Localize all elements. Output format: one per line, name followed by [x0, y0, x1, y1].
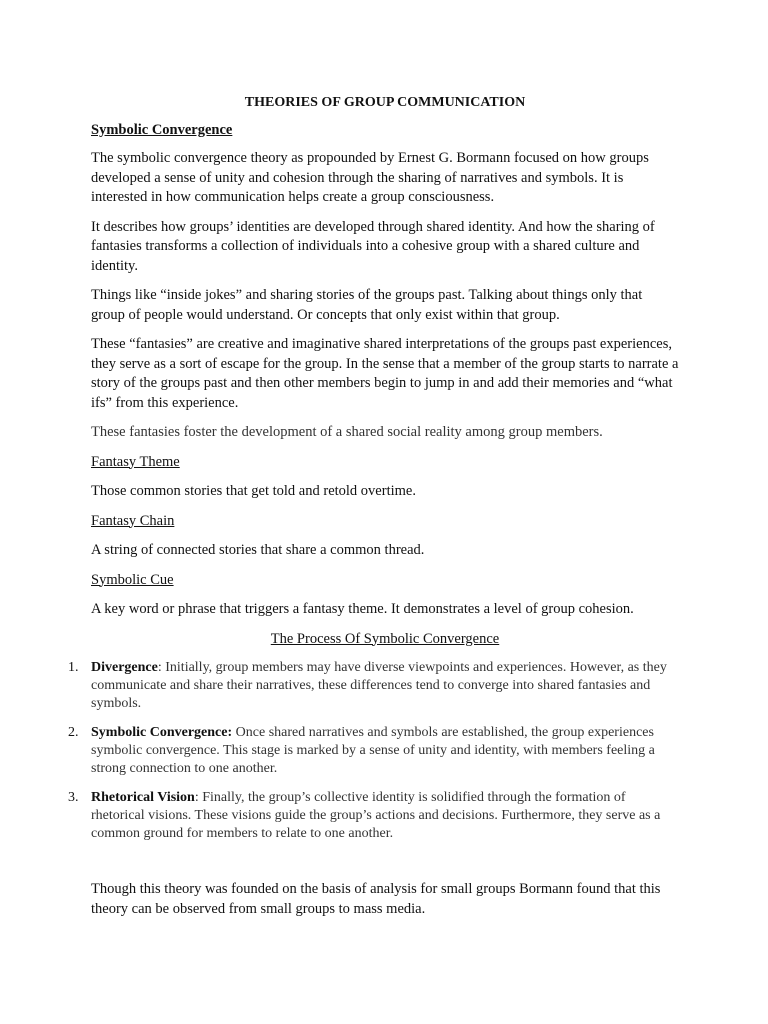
paragraph: These “fantasies” are creative and imaginative shared interpretations of the groups past experiences, they serve as a sort of escape for the group. In the sense that a member of the group starts to narrate a story of the groups past and then other members begin to jump in and add their memories and “what ifs” from this experience. [91, 336, 679, 411]
spacer [91, 854, 679, 880]
term-definition: A string of connected stories that share a common thread. [91, 542, 425, 558]
list-item-label: Rhetorical Vision [91, 790, 195, 805]
term-definition: Those common stories that get told and retold overtime. [91, 483, 416, 499]
list-item-label: Divergence [91, 660, 158, 675]
list-item [68, 789, 679, 843]
list-item-text: Finally, the group’s collective identity is solidified through the formation of rhetorical visions. These visions guide the group’s actions and decisions. Furthermore, they serve as a common ground for members to relate to one another. [91, 790, 661, 841]
list-item-separator: : [194, 790, 203, 805]
process-steps-list [68, 659, 679, 843]
paragraph: The symbolic convergence theory as propounded by Ernest G. Bormann focused on how groups developed a sense of unity and cohesion through the sharing of narratives and symbols. It is interested in how communication helps create a group consciousness. [91, 150, 649, 205]
list-item-text: Initially, group members may have diverse viewpoints and experiences. However, as they communicate and share their narratives, these differences tend to converge into shared fantasies and symbols. [91, 660, 667, 711]
list-item [68, 724, 679, 778]
term-heading: Fantasy Chain [91, 512, 175, 529]
list-item-number: 1. [68, 660, 79, 675]
list-item-number: 2. [68, 725, 79, 740]
paragraph: These fantasies foster the development of a shared social reality among group members. [91, 424, 603, 440]
list-item [68, 659, 679, 713]
term-definition: A key word or phrase that triggers a fantasy theme. It demonstrates a level of group cohesion. [91, 601, 634, 617]
document-page [68, 93, 679, 929]
paragraph: Things like “inside jokes” and sharing stories of the groups past. Talking about things only that group of people would understand. Or concepts that only exist within that group. [91, 287, 643, 323]
list-item-separator: : [157, 660, 166, 675]
term-heading: Symbolic Cue [91, 571, 174, 588]
closing-paragraph: Though this theory was founded on the basis of analysis for small groups Bormann found that this theory can be observed from small groups to mass media. [91, 881, 661, 917]
list-item-label: Symbolic Convergence: [91, 725, 233, 740]
list-item-text: Once shared narratives and symbols are established, the group experiences symbolic convergence. This stage is marked by a sense of unity and identity, with members feeling a strong connection to one another. [91, 725, 655, 776]
document-title: THEORIES OF GROUP COMMUNICATION [244, 95, 526, 110]
term-heading: Fantasy Theme [91, 453, 180, 470]
paragraph: It describes how groups’ identities are developed through shared identity. And how the sharing of fantasies transforms a collection of individuals into a cohesive group with a shared culture and identity. [91, 218, 655, 274]
process-heading: The Process Of Symbolic Convergence [270, 630, 500, 647]
list-item-number: 3. [68, 790, 79, 805]
section-heading: Symbolic Convergence [91, 121, 233, 138]
